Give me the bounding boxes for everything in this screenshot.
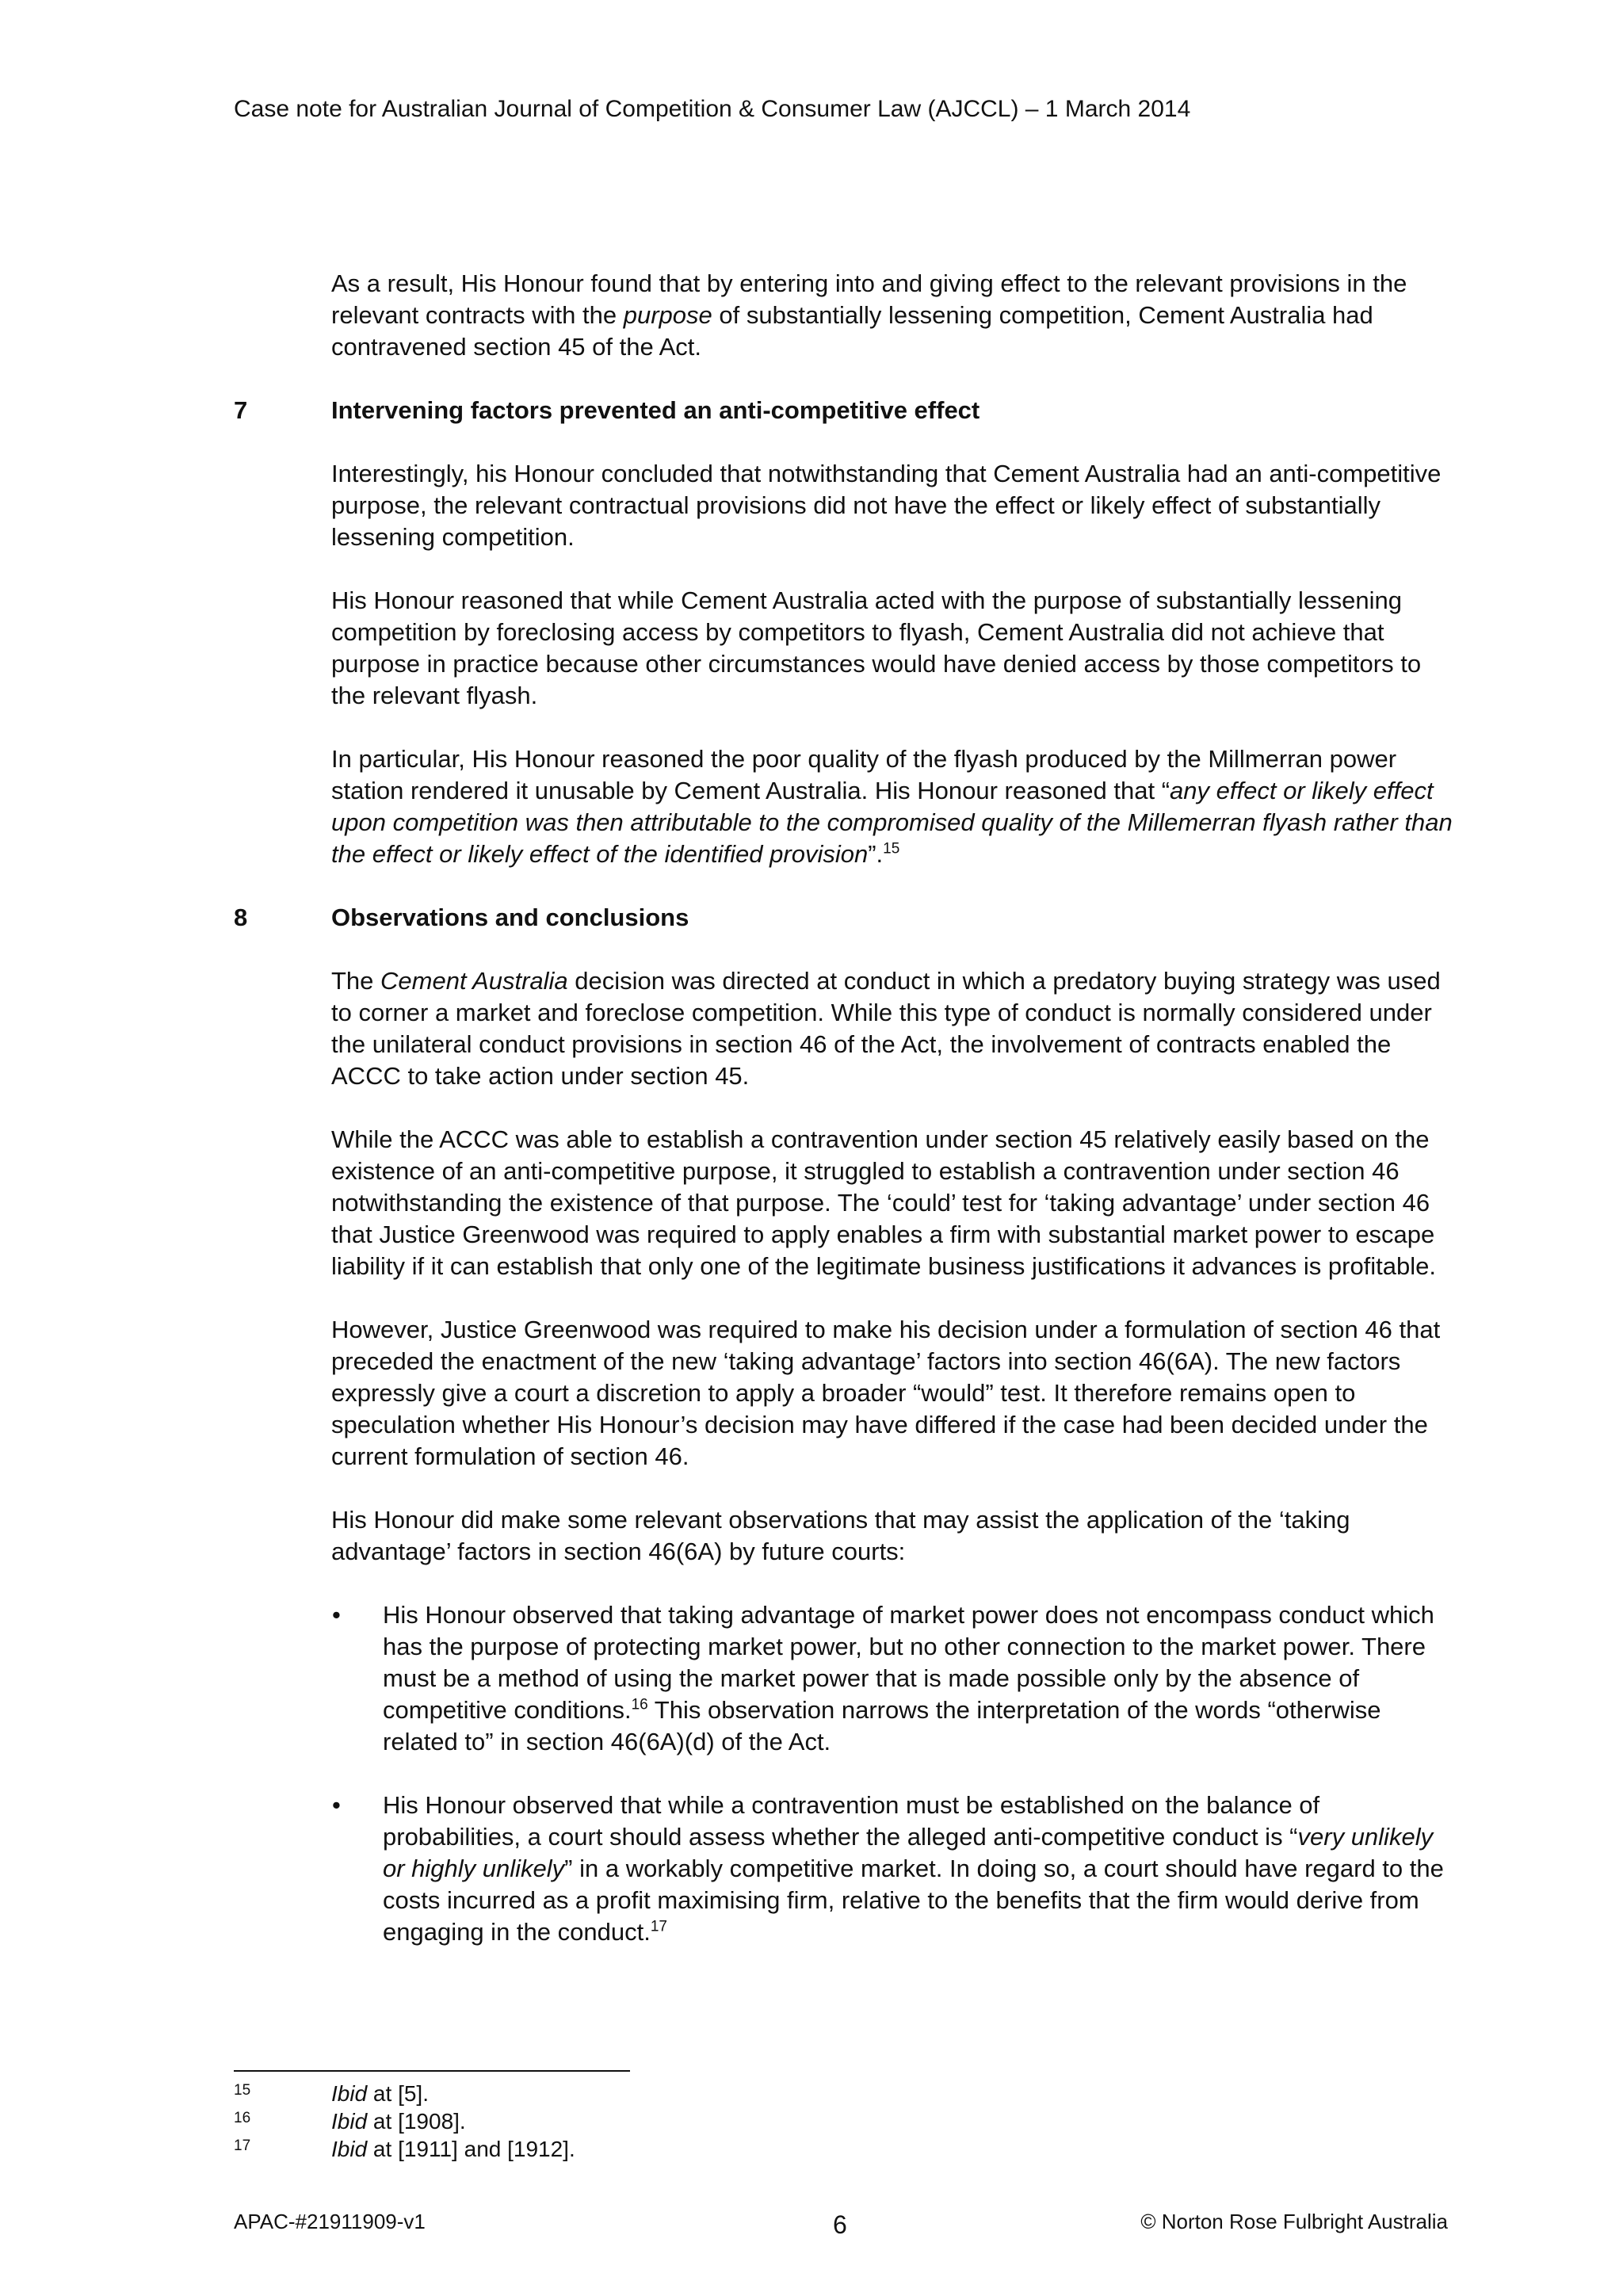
- paragraph: In particular, His Honour reasoned the poor quality of the flyash produced by the Millmerran power station rendered it unusable by Cement Australia. His Honour reasoned that “any effect or likely effect upon competition was then attributable to the compromised quality of the Millemerran flyash rather than the effect or likely effect of the identified provision”.$^{15}$: [331, 745, 1453, 868]
- footnote-ref[interactable]: 15: [883, 840, 900, 858]
- footnote: 17 Ibid at [1911] and [1912].: [234, 2135, 575, 2163]
- footnote: 15 Ibid at [5].: [234, 2080, 575, 2107]
- footnotes: [234, 2080, 575, 2163]
- section-number: 8: [234, 904, 248, 931]
- italic-quote: very unlikely or highly unlikely: [383, 1823, 1434, 1882]
- footnote-number: 16: [234, 2110, 251, 2126]
- section-title: Observations and conclusions: [331, 904, 689, 931]
- footnote-ref[interactable]: 16: [631, 1696, 648, 1713]
- section-heading-7: [234, 395, 1454, 426]
- section-heading-8: [234, 902, 1454, 934]
- running-header: Case note for Australian Journal of Competition & Consumer Law (AJCCL) – 1 March 2014: [234, 96, 1191, 122]
- italic-quote: any effect or likely effect upon competition was then attributable to the compromised quality of the Millemerran flyash rather than the effect or likely effect of the identified provision: [331, 777, 1453, 868]
- paragraph: As a result, His Honour found that by entering into and giving effect to the relevant provisions in the relevant contracts with the purpose of substantially lessening competition, Cement Australia had contravened section 45 of the Act.: [331, 269, 1407, 361]
- copyright-notice: © Norton Rose Fulbright Australia: [1140, 2210, 1448, 2233]
- bullet-item: • His Honour observed that taking advantage of market power does not encompass conduct which has the purpose of protecting market power, but no other connection to the market power. There must be a method of using the market power that is made possible only by the absence of competitive conditions.$^{16}$ This observation narrows the interpretation of the words “otherwise related to” in section 46(6A)(d) of the Act.: [332, 1601, 1434, 1755]
- bullet-icon: •: [332, 1601, 341, 1629]
- bullet-item: • His Honour observed that while a contravention must be established on the balance of probabilities, a court should assess whether the alleged anti-competitive conduct is “very unlikely or highly unlikely” in a workably competitive market. In doing so, a court should have regard to the costs incurred as a profit maximising firm, relative to the benefits that the firm would derive from engaging in the conduct.$^{17}$: [332, 1791, 1444, 1946]
- paragraph: While the ACCC was able to establish a contravention under section 45 relatively easily based on the existence of an anti-competitive purpose, it struggled to establish a contravention under section 46 notwithstanding the existence of that purpose. The ‘could’ test for ‘taking advantage’ under section 46 that Justice Greenwood was required to apply enables a firm with substantial market power to escape liability if it can establish that only one of the legitimate business justifications it advances is profitable.: [331, 1125, 1437, 1280]
- footnote-ref[interactable]: 17: [650, 1918, 667, 1935]
- bullet-icon: •: [332, 1791, 341, 1819]
- paragraph: Interestingly, his Honour concluded that notwithstanding that Cement Australia had an anti-competitive purpose, the relevant contractual provisions did not have the effect or likely effect of substantially lessening competition.: [331, 460, 1442, 551]
- section-number: 7: [234, 396, 248, 424]
- italic-term: purpose: [623, 301, 712, 329]
- page-footer: [234, 2207, 1448, 2239]
- paragraph: His Honour reasoned that while Cement Australia acted with the purpose of substantially lessening competition by foreclosing access by competitors to flyash, Cement Australia did not achieve that purpose in practice because other circumstances would have denied access by those competitors to the relevant flyash.: [331, 586, 1422, 709]
- body-content: [234, 268, 1454, 1980]
- italic-case-name: Cement Australia: [380, 967, 568, 995]
- footnote-separator: [234, 2070, 630, 2072]
- page-number: 6: [833, 2210, 847, 2239]
- footnote-number: 17: [234, 2137, 251, 2154]
- footnote: 16 Ibid at [1908].: [234, 2107, 575, 2135]
- paragraph: The Cement Australia decision was directed at conduct in which a predatory buying strategy was used to corner a market and foreclose competition. While this type of conduct is normally considered under the unilateral conduct provisions in section 46 of the Act, the involvement of contracts enabled the ACCC to take action under section 45.: [331, 967, 1441, 1090]
- paragraph: His Honour did make some relevant observations that may assist the application of the ‘taking advantage’ factors in section 46(6A) by future courts:: [331, 1506, 1350, 1565]
- footnote-number: 15: [234, 2082, 251, 2099]
- paragraph: However, Justice Greenwood was required to make his decision under a formulation of section 46 that preceded the enactment of the new ‘taking advantage’ factors into section 46(6A). The new factors expressly give a court a discretion to apply a broader “would” test. It therefore remains open to speculation whether His Honour’s decision may have differed if the case had been decided under the current formulation of section 46.: [331, 1316, 1441, 1470]
- document-id: APAC-#21911909-v1: [234, 2210, 426, 2233]
- section-title: Intervening factors prevented an anti-competitive effect: [331, 396, 980, 424]
